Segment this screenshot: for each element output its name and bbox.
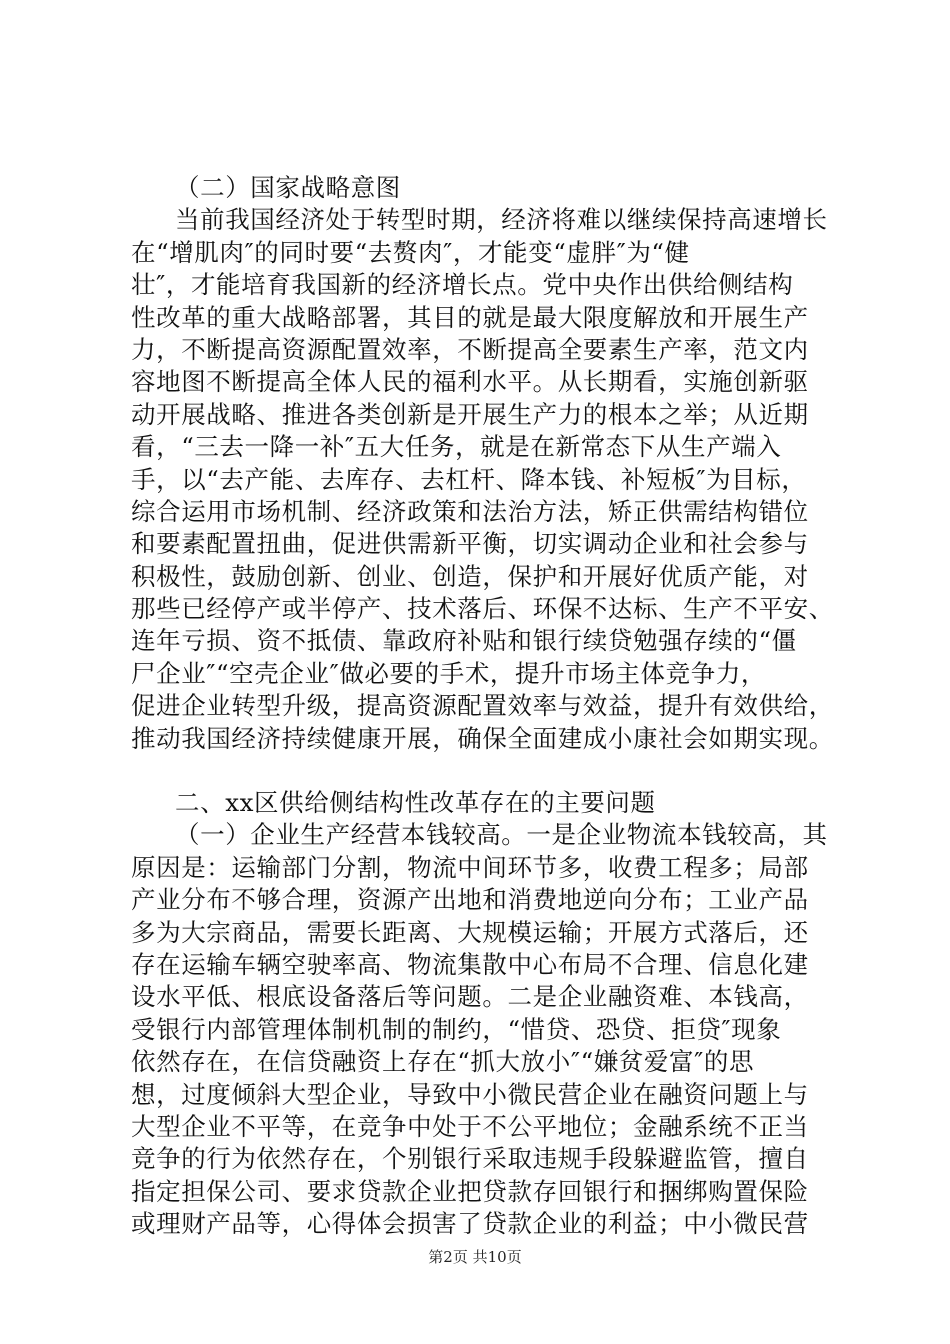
- paragraph-line: 壮″，才能培育我国新的经济增长点。党中央作出供给侧结构: [131, 270, 794, 300]
- paragraph-gap: [131, 755, 851, 787]
- paragraph-line: 存在运输车辆空驶率高、物流集散中心布局不合理、信息化建: [131, 949, 809, 979]
- section-heading-main-problems: 二、xx区供给侧结构性改革存在的主要问题: [175, 788, 656, 818]
- paragraph-line: 综合运用市场机制、经济政策和法治方法，矫正供需结构错位: [131, 496, 809, 526]
- paragraph-line: 大型企业不平等，在竞争中处于不公平地位；金融系统不正当: [131, 1111, 809, 1141]
- paragraph-line: 那些已经停产或半停产、技术落后、环保不达标、生产不平安、: [131, 594, 834, 624]
- section-heading-national-strategy: （二）国家战略意图: [175, 173, 401, 202]
- paragraph-line: 依然存在，在信贷融资上存在“抓大放小″“嫌贫爱富″的思: [131, 1047, 755, 1077]
- paragraph-line: 产业分布不够合理，资源产出地和消费地逆向分布；工业产品: [131, 885, 809, 915]
- paragraph-line: 竞争的行为依然存在，个别银行采取违规手段躲避监管，擅自: [131, 1144, 809, 1174]
- paragraph-line: 在“增肌肉″的同时要“去赘肉″，才能变“虚胖″为“健: [131, 237, 690, 267]
- paragraph-line: 容地图不断提高全体人民的福利水平。从长期看，实施创新驱: [131, 367, 809, 397]
- paragraph-line: 和要素配置扭曲，促进供需新平衡，切实调动企业和社会参与: [131, 529, 809, 559]
- paragraph-line: 性改革的重大战略部署，其目的就是最大限度解放和开展生产: [131, 302, 809, 332]
- paragraph-line: 受银行内部管理体制机制的制约，“惜贷、恐贷、拒贷″现象: [131, 1014, 782, 1044]
- paragraph-line: （一）企业生产经营本钱较高。一是企业物流本钱较高，其: [175, 820, 828, 850]
- paragraph-line: 力，不断提高资源配置效率，不断提高全要素生产率，范文内: [131, 334, 809, 364]
- paragraph-line: 多为大宗商品，需要长距离、大规模运输；开展方式落后，还: [131, 917, 809, 947]
- paragraph-line: 尸企业″“空壳企业″做必要的手术，提升市场主体竞争力，: [131, 658, 767, 688]
- paragraph-line: 积极性，鼓励创新、创业、创造，保护和开展好优质产能，对: [131, 561, 809, 591]
- paragraph-line: 看，“三去一降一补″五大任务，就是在新常态下从生产端入: [131, 432, 782, 462]
- paragraph-line: 想，过度倾斜大型企业，导致中小微民营企业在融资问题上与: [131, 1079, 809, 1109]
- paragraph-line: 或理财产品等，心得体会损害了贷款企业的利益；中小微民营: [131, 1209, 809, 1239]
- paragraph-line: 指定担保公司、要求贷款企业把贷款存回银行和捆绑购置保险: [131, 1176, 809, 1206]
- paragraph-line: 设水平低、根底设备落后等问题。二是企业融资难、本钱高，: [131, 982, 809, 1012]
- paragraph-line: 动开展战略、推进各类创新是开展生产力的根本之举；从近期: [131, 399, 809, 429]
- paragraph-line: 推动我国经济持续健康开展，确保全面建成小康社会如期实现。: [131, 723, 834, 753]
- paragraph-line: 原因是：运输部门分割，物流中间环节多，收费工程多；局部: [131, 852, 809, 882]
- document-body: [131, 172, 851, 1241]
- page-number-footer: 第2页 共10页: [428, 1248, 522, 1266]
- paragraph-line: 连年亏损、资不抵债、靠政府补贴和银行续贷勉强存续的“僵: [131, 626, 797, 656]
- paragraph-line: 当前我国经济处于转型时期，经济将难以继续保持高速增长: [175, 205, 828, 235]
- paragraph-line: 手，以“去产能、去库存、去杠杆、降本钱、补短板″为目标，: [131, 464, 807, 494]
- paragraph-line: 促进企业转型升级，提高资源配置效率与效益，提升有效供给，: [131, 691, 834, 721]
